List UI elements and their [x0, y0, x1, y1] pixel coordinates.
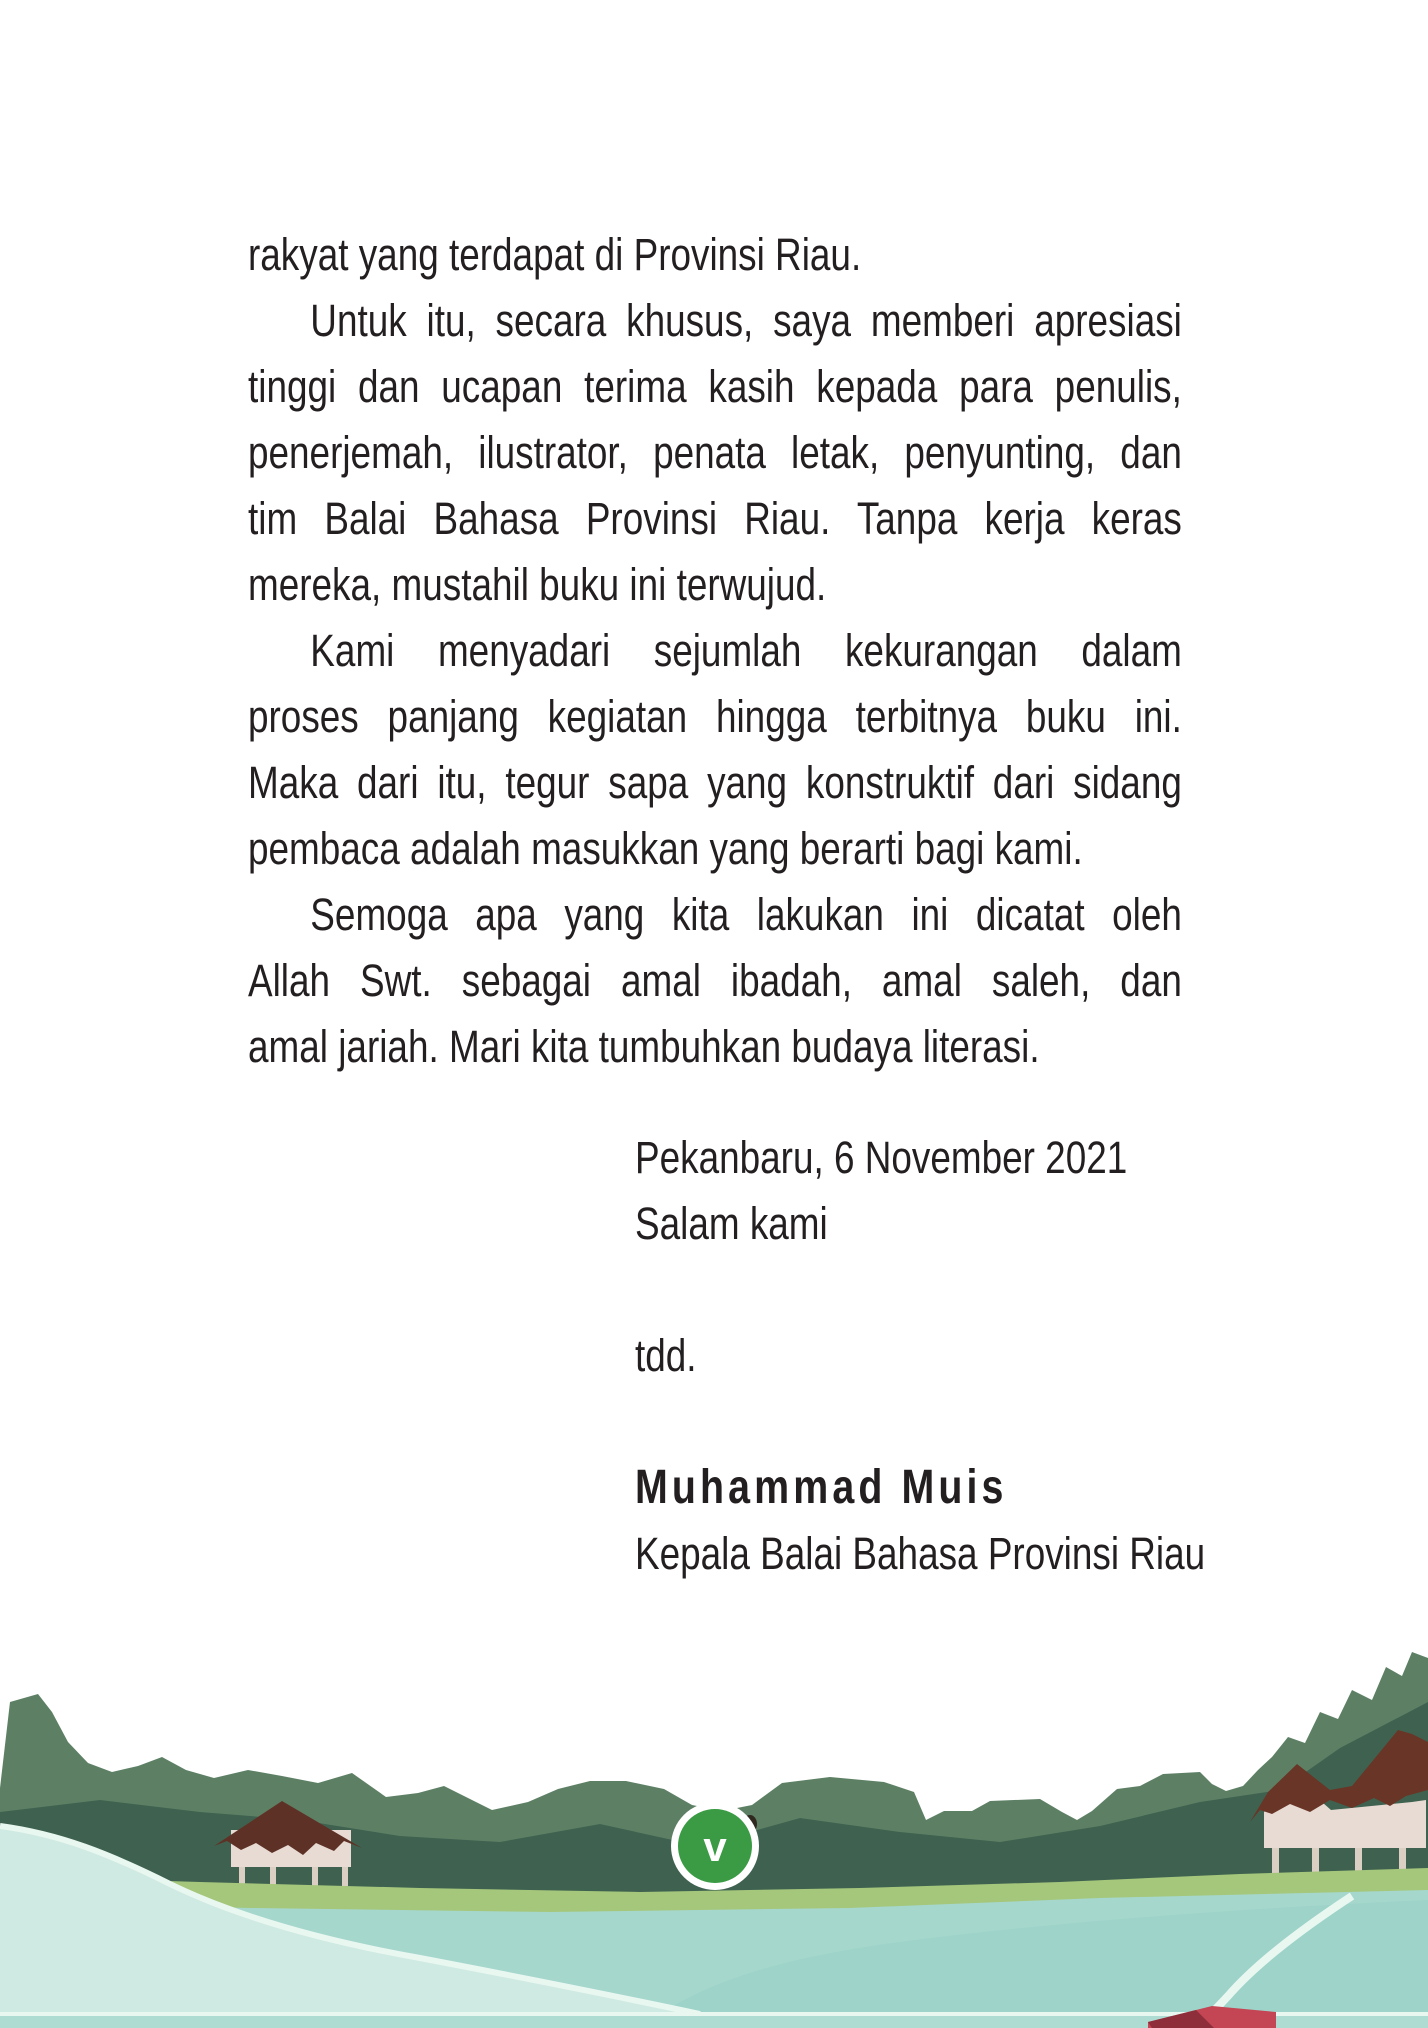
signature-salutation: Salam kami: [635, 1198, 828, 1249]
body-text-line: amal jariah. Mari kita tumbuhkan budaya literasi.: [248, 1021, 1040, 1072]
body-text: [248, 222, 1182, 1080]
signature-block: [635, 1125, 1258, 1587]
footer-illustration: [0, 1600, 1428, 2028]
body-text-line: proses panjang kegiatan hingga terbitnya buku ini.: [248, 691, 1182, 742]
body-text-line: mereka, mustahil buku ini terwujud.: [248, 559, 827, 610]
body-text-line: tim Balai Bahasa Provinsi Riau. Tanpa kerja keras: [248, 493, 1182, 544]
house-stilt: [1272, 1844, 1279, 1876]
page-number-badge: [671, 1802, 759, 1890]
body-text-line: Allah Swt. sebagai amal ibadah, amal saleh, dan: [248, 955, 1182, 1006]
body-text-line: Semoga apa yang kita lakukan ini dicatat oleh: [310, 889, 1182, 940]
signature-spacer: [635, 1389, 1258, 1455]
body-text-line: Kami menyadari sejumlah kekurangan dalam: [310, 625, 1182, 676]
page-number: v: [703, 1823, 727, 1870]
body-text-line: Untuk itu, secara khusus, saya memberi apresiasi: [310, 295, 1182, 346]
signature-name: Muhammad Muis: [635, 1461, 1008, 1514]
body-text-line: penerjemah, ilustrator, penata letak, penyunting, dan: [248, 427, 1182, 478]
signature-signed: tdd.: [635, 1330, 697, 1381]
signature-spacer: [635, 1257, 1258, 1323]
signature-title: Kepala Balai Bahasa Provinsi Riau: [635, 1528, 1206, 1579]
body-text-line: rakyat yang terdapat di Provinsi Riau.: [248, 229, 862, 280]
signature-place-date: Pekanbaru, 6 November 2021: [635, 1132, 1128, 1183]
body-text-line: pembaca adalah masukkan yang berarti bagi kami.: [248, 823, 1083, 874]
body-text-line: Maka dari itu, tegur sapa yang konstruktif dari sidang: [248, 757, 1182, 808]
body-text-line: tinggi dan ucapan terima kasih kepada para penulis,: [248, 361, 1182, 412]
